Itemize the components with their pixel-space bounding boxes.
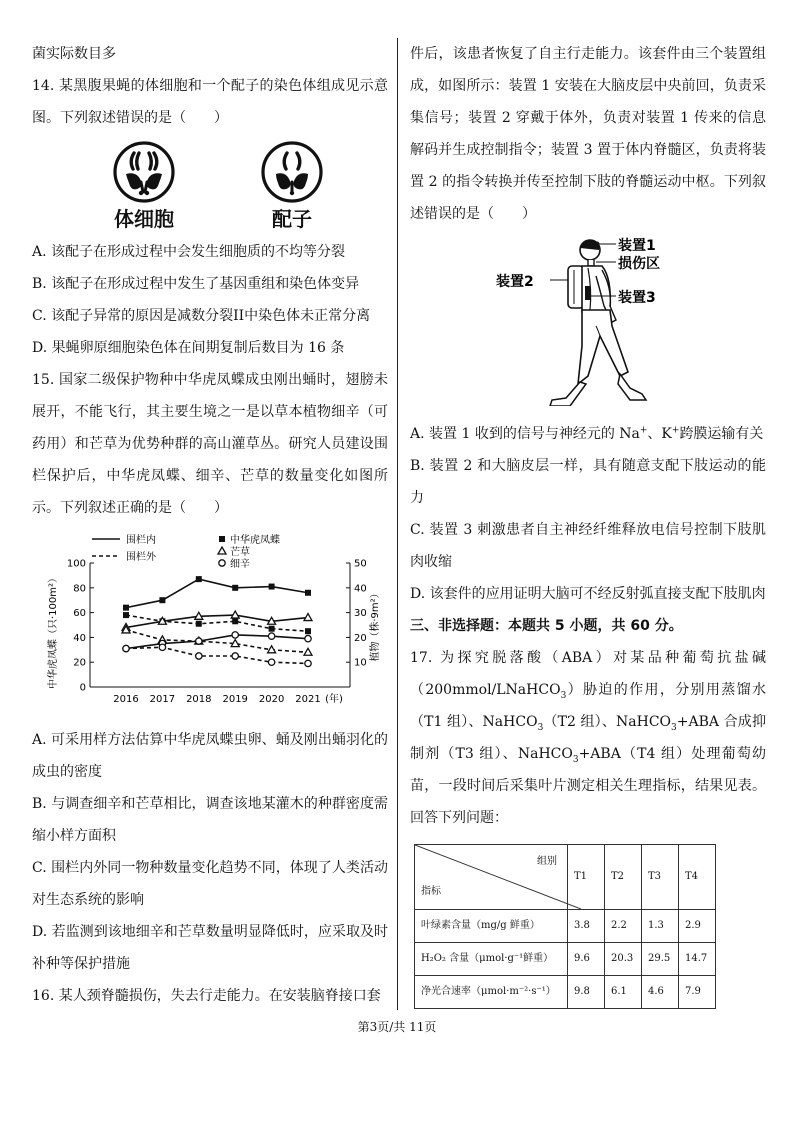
somatic-cell <box>112 140 176 232</box>
left-tick-label: 80 <box>73 583 86 595</box>
right-tick-label: 50 <box>354 558 367 570</box>
q17-text-2: ）胁迫的作用，分别用蒸馏水（T1 组）、NaHCO <box>410 682 767 730</box>
left-tick-label: 20 <box>73 657 86 669</box>
table-cell: 7.9 <box>679 976 716 1009</box>
left-tick-label: 60 <box>73 608 86 620</box>
injury-label: 损伤区 <box>618 256 660 272</box>
gamete-label: 配子 <box>272 207 312 231</box>
q17-text-5: +ABA（T4 组）处理葡萄幼苗，一段时间后采集叶片测定相关生理指标，结果见表。回答下列问题： <box>410 746 766 826</box>
top-line: 菌实际数目多 <box>32 46 116 62</box>
y-left-axis-label: 中华虎凤蝶（只·100m²） <box>48 572 59 690</box>
na-charge: + <box>639 425 648 436</box>
table-header-t3: T3 <box>642 845 679 910</box>
table-cell: 14.7 <box>679 943 716 976</box>
table-header-t1: T1 <box>568 845 605 910</box>
table-cell: 1.3 <box>642 910 679 943</box>
q16-option-a <box>410 418 766 450</box>
table-cell: 9.8 <box>568 976 605 1009</box>
q16-option-a-text1: A. 装置 1 收到的信号与神经元的 Na <box>410 426 640 442</box>
data-point-circle <box>196 638 202 644</box>
x-tick-label: 2021 <box>295 694 321 705</box>
series-line <box>126 630 308 652</box>
gamete-cell <box>260 140 324 232</box>
table-cell: 4.6 <box>642 976 679 1009</box>
q16-option-b: B. 装置 2 和大脑皮层一样，具有随意支配下肢运动的能力 <box>410 458 766 506</box>
data-point-square <box>196 621 202 627</box>
table-header-t2: T2 <box>605 845 642 910</box>
table-cell: 9.6 <box>568 943 605 976</box>
data-point-circle <box>159 644 165 650</box>
data-point-triangle <box>304 648 312 655</box>
q16-option-c: C. 装置 3 刺激患者自主神经纤维释放电信号控制下肢肌肉收缩 <box>410 522 766 570</box>
right-tick-label: 10 <box>354 657 367 669</box>
left-tick-label: 40 <box>73 632 86 644</box>
x-tick-label: 2019 <box>222 694 248 705</box>
data-point-circle <box>305 660 311 666</box>
q14-option-a: A. 该配子在形成过程中会发生细胞质的不均等分裂 <box>32 244 346 260</box>
somatic-cell-drawing <box>112 140 176 204</box>
question-17-stem <box>410 642 766 834</box>
left-column <box>32 38 388 1012</box>
header-index-label: 指标 <box>421 886 441 897</box>
population-chart-svg <box>32 530 388 710</box>
q17-text-4: +ABA 合成抑制剂（T3 组）、NaHCO <box>410 714 766 762</box>
table-row <box>415 976 716 1009</box>
table-cell: 2.2 <box>605 910 642 943</box>
right-tick-label: 40 <box>354 583 367 595</box>
x-tick-label: 2020 <box>258 694 285 705</box>
brain-spine-interface-figure <box>470 234 766 418</box>
q15-option-a: A. 可采用样方法估算中华虎凤蝶虫卵、蛹及刚出蛹羽化的成虫的密度 <box>32 732 388 780</box>
right-column <box>410 38 766 1009</box>
data-point-square <box>269 584 275 590</box>
x-tick-label: 2017 <box>149 694 176 705</box>
q16-option-a-text2: 、K <box>647 426 672 442</box>
legend-inside-label: 围栏内 <box>126 535 156 546</box>
k-charge: + <box>671 425 680 436</box>
right-tick-label: 20 <box>354 632 367 644</box>
q16-option-d: D. 该套件的应用证明大脑可不经反射弧直接支配下肢肌肉 <box>410 586 766 602</box>
data-point-circle <box>305 635 311 641</box>
q15-option-b: B. 与调查细辛和芒草相比，调查该地某灌木的种群密度需缩小样方面积 <box>32 796 388 844</box>
table-cell: 2.9 <box>679 910 716 943</box>
q17-text-3: （T2 组）、NaHCO <box>543 714 672 730</box>
table-cell: 6.1 <box>605 976 642 1009</box>
left-tick-label: 100 <box>66 558 86 570</box>
series-line <box>126 615 308 627</box>
question-14-stem: 14. 某黑腹果蝇的体细胞和一个配子的染色体组成见示意图。下列叙述错误的是（ ） <box>32 78 388 126</box>
q17-sub-2: 3 <box>537 722 544 733</box>
question-15-stem: 15. 国家二级保护物种中华虎凤蝶成虫刚出蛹时，翅膀未展开，不能飞行，其主要生境之一是以草本植物细辛（可药用）和芒草为优势种群的高山灌草丛。研究人员建设围栏保护后，中华虎凤蝶、细辛、芒草的数量变化如图所示。下列叙述正确的是（ ） <box>32 372 388 516</box>
question-16-continued: 件后，该患者恢复了自主行走能力。该套件由三个装置组成，如图所示：装置 1 安装在大脑皮层中央前回，负责采集信号；装置 2 穿戴于体外，负责对装置 1 传来的信息解码并生成控制指令；装置 3 置于体内脊髓区，负责将装置 2 的指令转换并传至控制下肢的脊髓运动中枢。下列叙述错误的是（ ） <box>410 46 766 222</box>
somatic-cell-label: 体细胞 <box>114 207 174 231</box>
legend-xixin-label: 细辛 <box>230 559 250 570</box>
y-right-axis-label: 植物（株·9m²） <box>370 588 381 662</box>
chromosome-figure <box>32 140 388 232</box>
data-point-square <box>269 626 275 632</box>
data-point-circle <box>196 653 202 659</box>
data-point-square <box>305 590 311 596</box>
q14-option-c: C. 该配子异常的原因是减数分裂II中染色体未正常分离 <box>32 308 371 324</box>
device-2-label: 装置2 <box>496 274 534 290</box>
right-tick-label: 30 <box>354 608 367 620</box>
data-point-circle <box>232 653 238 659</box>
walking-person-figure <box>470 234 730 406</box>
data-point-square <box>196 576 202 582</box>
q15-option-d: D. 若监测到该地细辛和芒草数量明显降低时，应采取及时补种等保护措施 <box>32 924 388 972</box>
left-tick-label: 0 <box>79 682 86 694</box>
device-3-label: 装置3 <box>618 290 656 306</box>
table-corner-cell <box>415 845 568 910</box>
table-cell: 29.5 <box>642 943 679 976</box>
column-divider <box>397 38 398 1010</box>
x-axis-label: (年) <box>325 694 343 705</box>
q17-sub-3: 3 <box>671 722 677 733</box>
table-header-row <box>415 845 716 910</box>
data-point-square <box>123 605 129 611</box>
table-cell: 3.8 <box>568 910 605 943</box>
header-group-label: 组别 <box>537 856 557 867</box>
device-1-label: 装置1 <box>618 238 656 254</box>
series-line <box>126 579 308 608</box>
data-point-square <box>123 612 129 618</box>
legend-grass-label: 芒草 <box>230 547 250 558</box>
page-footer: 第3页/共 11页 <box>357 1020 437 1034</box>
data-point-circle <box>268 633 274 639</box>
q15-option-c: C. 围栏内外同一物种数量变化趋势不同，体现了人类活动对生态系统的影响 <box>32 860 388 908</box>
question-16-start: 16. 某人颈脊髓损伤，失去行走能力。在安装脑脊接口套 <box>32 988 381 1004</box>
q16-option-a-text3: 跨膜运输有关 <box>679 426 764 442</box>
data-point-square <box>219 536 225 542</box>
results-table <box>414 844 716 1009</box>
table-row <box>415 910 716 943</box>
legend-outside-label: 围栏外 <box>126 552 156 563</box>
population-chart <box>32 530 388 722</box>
legend-butterfly-label: 中华虎凤蝶 <box>230 535 280 546</box>
x-tick-label: 2016 <box>113 694 139 705</box>
table-row <box>415 943 716 976</box>
q17-text-1: 17. 为探究脱落酸（ABA）对某品种葡萄抗盐碱（200mmol/LNaHCO <box>410 650 766 698</box>
x-tick-label: 2018 <box>186 694 212 705</box>
gamete-drawing <box>260 140 324 204</box>
data-point-square <box>232 585 238 591</box>
data-point-circle <box>219 560 225 566</box>
data-point-square <box>305 628 311 634</box>
row-label-photosynthesis: 净光合速率（μmol·m⁻²·s⁻¹） <box>415 976 568 1009</box>
data-point-circle <box>268 659 274 665</box>
data-point-circle <box>232 632 238 638</box>
q17-sub-1: 3 <box>560 690 567 701</box>
data-point-triangle <box>218 547 226 554</box>
data-point-square <box>232 618 238 624</box>
section-3-heading: 三、非选择题：本题共 5 小题，共 60 分。 <box>410 618 683 634</box>
row-label-h2o2: H₂O₂ 含量（μmol·g⁻¹鲜重） <box>415 943 568 976</box>
data-point-square <box>159 597 165 603</box>
table-cell: 20.3 <box>605 943 642 976</box>
row-label-chlorophyll: 叶绿素含量（mg/g 鲜重） <box>415 910 568 943</box>
q14-option-b: B. 该配子在形成过程中发生了基因重组和染色体变异 <box>32 276 360 292</box>
table-header-t4: T4 <box>679 845 716 910</box>
data-point-circle <box>123 645 129 651</box>
q14-option-d: D. 果蝇卵原细胞染色体在间期复制后数目为 16 条 <box>32 340 345 356</box>
q17-sub-4: 3 <box>572 754 579 765</box>
